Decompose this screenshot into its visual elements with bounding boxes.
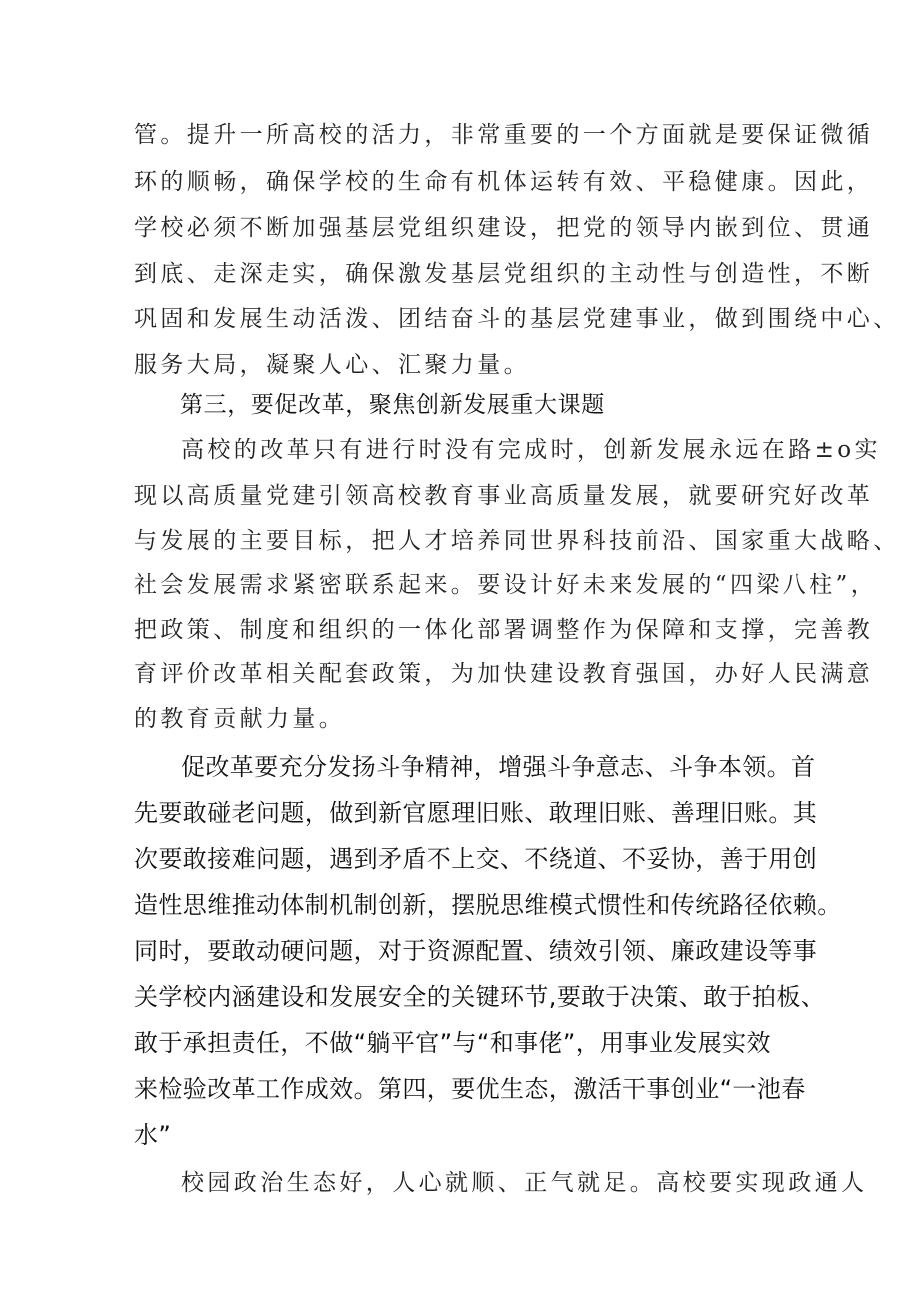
paragraph-3-line-4: 造性思维推动体制机制创新，摆脱思维模式惯性和传统路径依赖。	[134, 891, 842, 919]
paragraph-2-line-7: 的教育贡献力量。	[134, 706, 346, 732]
paragraph-3-line-8: 来检验改革工作成效。第四，要优生态，激活干事创业“一池春	[134, 1075, 806, 1103]
paragraph-4-line-1: 校园政治生态好，人心就顺、正气就足。高校要实现政通人	[181, 1170, 868, 1196]
paragraph-2-line-3: 与发展的主要目标，把人才培养同世界科技前沿、国家重大战略、	[134, 528, 900, 554]
paragraph-2-line-1: 高校的改革只有进行时没有完成时，创新发展永远在路±o实	[181, 437, 881, 463]
paragraph-1-line-2: 环的顺畅，确保学校的生命有机体运转有效、平稳健康。因此，	[134, 169, 874, 195]
paragraph-3-line-9: 水”	[134, 1121, 172, 1149]
paragraph-2-line-2: 现以高质量党建引领高校教育事业高质量发展，就要研究好改革	[134, 483, 874, 509]
paragraph-3-line-5: 同时，要敢动硬问题，对于资源配置、绩效引领、廉政建设等事	[134, 937, 818, 965]
paragraph-2-line-5: 把政策、制度和组织的一体化部署调整作为保障和支撑，完善教	[134, 617, 874, 643]
paragraph-1-line-3: 学校必须不断加强基层党组织建设，把党的领导内嵌到位、贯通	[134, 215, 874, 241]
paragraph-3-line-3: 次要敢接难问题，遇到矛盾不上交、不绕道、不妥协，善于用创	[134, 845, 818, 873]
paragraph-3-line-2: 先要敢碰老问题，做到新官愿理旧账、敢理旧账、善理旧账。其	[134, 799, 818, 827]
paragraph-3-line-1: 促改革要充分发扬斗争精神，增强斗争意志、斗争本领。首	[181, 753, 816, 781]
paragraph-3-line-7: 敢于承担责任，不做“躺平官”与“和事佬”，用事业发展实效	[134, 1029, 771, 1057]
section-heading-3: 第三，要促改革，聚焦创新发展重大课题	[180, 392, 605, 418]
paragraph-2-line-4: 社会发展需求紧密联系起来。要设计好未来发展的“四梁八柱”，	[134, 572, 878, 598]
paragraph-1-line-6: 服务大局，凝聚人心、汇聚力量。	[134, 352, 530, 378]
paragraph-2-line-6: 育评价改革相关配套政策，为加快建设教育强国，办好人民满意	[134, 661, 874, 687]
paragraph-1-line-5: 巩固和发展生动活泼、团结奋斗的基层党建事业，做到围绕中心、	[134, 306, 900, 332]
paragraph-1-line-1: 管。提升一所高校的活力，非常重要的一个方面就是要保证微循	[134, 122, 874, 148]
paragraph-1-line-4: 到底、走深走实，确保激发基层党组织的主动性与创造性，不断	[134, 261, 874, 287]
paragraph-3-line-6: 关学校内涵建设和发展安全的关键环节,要敢于决策、敢于拍板、	[134, 983, 826, 1011]
